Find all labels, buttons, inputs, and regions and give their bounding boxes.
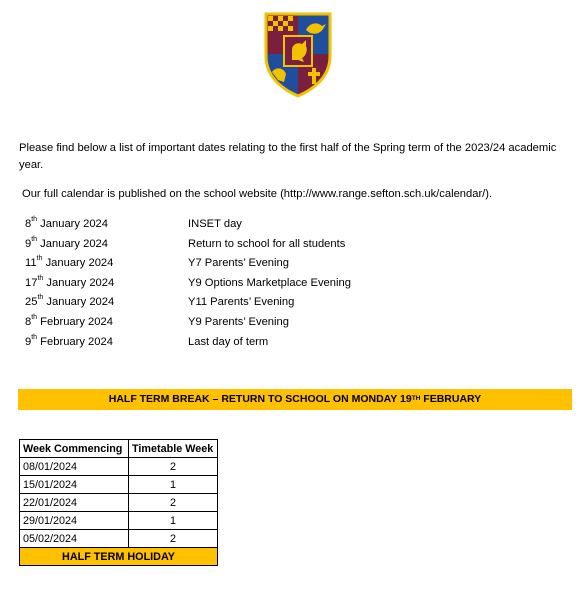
calendar-website-note: Our full calendar is published on the school website (http://www.range.sefton.sch.uk/calendar/). <box>22 188 493 200</box>
week-commencing-cell: 22/01/2024 <box>20 494 129 512</box>
date-row <box>25 274 425 294</box>
date-row <box>25 333 425 353</box>
table-row <box>20 494 218 512</box>
week-commencing-cell: 05/02/2024 <box>20 530 129 548</box>
date-text: 9th February 2024 <box>25 333 113 348</box>
timetable-week-cell: 2 <box>129 494 218 512</box>
table-row <box>20 476 218 494</box>
date-row <box>25 293 425 313</box>
table-row <box>20 530 218 548</box>
date-text: 8th February 2024 <box>25 313 113 328</box>
timetable-week-cell: 1 <box>129 512 218 530</box>
date-text: 25th January 2024 <box>25 294 115 309</box>
timetable-week-cell: 2 <box>129 530 218 548</box>
table-row <box>20 512 218 530</box>
date-text: 11th January 2024 <box>25 255 114 270</box>
date-row <box>25 313 425 333</box>
event-text: Y9 Options Marketplace Evening <box>188 276 351 289</box>
date-row <box>25 215 425 235</box>
table-footer-row <box>20 548 218 566</box>
half-term-holiday-cell: HALF TERM HOLIDAY <box>20 548 218 566</box>
header-week-commencing: Week Commencing <box>20 440 129 458</box>
event-text: Y7 Parents’ Evening <box>188 257 289 270</box>
school-crest-logo <box>262 10 334 98</box>
date-text: 9th January 2024 <box>25 235 108 250</box>
date-text: 17th January 2024 <box>25 274 115 289</box>
event-text: INSET day <box>188 218 242 230</box>
intro-paragraph: Please find below a list of important dates relating to the first half of the Spring term of the 2023/24 academic year. <box>19 142 557 171</box>
important-dates-list <box>25 215 425 352</box>
week-commencing-cell: 08/01/2024 <box>20 458 129 476</box>
event-text: Y9 Parents’ Evening <box>188 315 289 328</box>
date-text: 8th January 2024 <box>25 216 108 230</box>
date-row <box>25 254 425 274</box>
half-term-banner: HALF TERM BREAK – RETURN TO SCHOOL ON MONDAY 19TH FEBRUARY <box>18 389 572 410</box>
table-header-row <box>20 440 218 458</box>
header-timetable-week: Timetable Week <box>129 440 218 458</box>
timetable-weeks-table <box>19 439 218 566</box>
week-commencing-cell: 15/01/2024 <box>20 476 129 494</box>
event-text: Y11 Parents’ Evening <box>188 296 295 309</box>
event-text: Last day of term <box>188 335 269 348</box>
timetable-week-cell: 2 <box>129 458 218 476</box>
timetable-week-cell: 1 <box>129 476 218 494</box>
table-row <box>20 458 218 476</box>
week-commencing-cell: 29/01/2024 <box>20 512 129 530</box>
event-text: Return to school for all students <box>188 237 346 250</box>
date-row <box>25 235 425 255</box>
